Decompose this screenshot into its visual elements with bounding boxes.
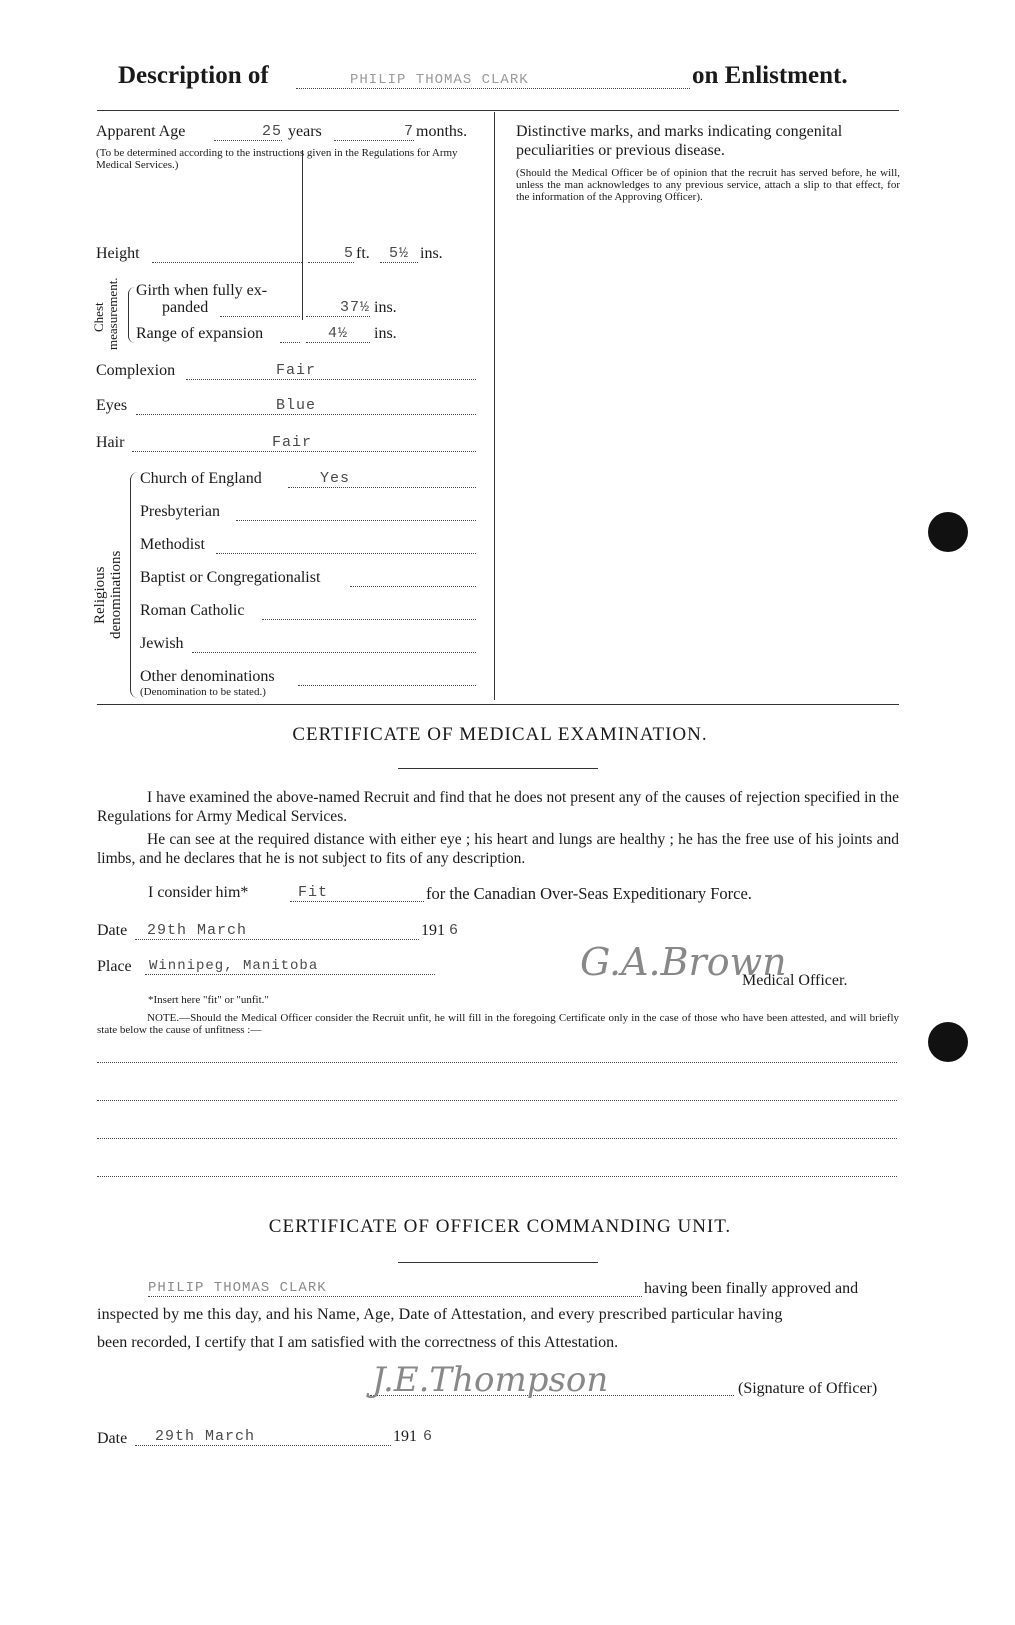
age-note: (To be determined according to the instructions given in the Regulations for Army Medical Services.) <box>96 147 458 171</box>
medical-heading-rule <box>398 768 598 769</box>
girth-row <box>136 282 476 326</box>
unfit-note: NOTE.—Should the Medical Officer consider the Recruit unfit, he will fill in the foregoing Certificate only in the case of those who have been attested, and will briefly state below the cause of unfitness :— <box>97 1012 899 1036</box>
medical-year-prefix: 191 <box>421 922 445 939</box>
medical-para-2: He can see at the required distance with either eye ; his heart and lungs are healthy ; he has the free use of his joints and limbs, and he declares that he is not subject to fits of any description. <box>97 831 899 867</box>
height-row <box>96 245 476 267</box>
distinctive-marks-label: Distinctive marks, and marks indicating congenital peculiarities or previous disease. <box>516 123 843 159</box>
top-rule <box>97 110 899 111</box>
religion-value <box>298 668 476 686</box>
unfitness-line-4 <box>97 1164 897 1177</box>
girth-label-2: panded <box>162 299 209 316</box>
title-prefix: Description of <box>118 62 269 89</box>
medical-date-label: Date <box>97 922 128 939</box>
religion-row-methodist <box>140 536 476 558</box>
religion-label: Presbyterian <box>140 503 220 520</box>
height-ins-value: 5½ <box>380 245 418 263</box>
commanding-line-2: inspected by me this day, and his Name, Age, Date of Attestation, and every prescribed particular having <box>97 1306 783 1323</box>
religion-label: Methodist <box>140 536 205 553</box>
medical-certificate-heading: CERTIFICATE OF MEDICAL EXAMINATION. <box>292 724 708 745</box>
mid-rule <box>97 704 899 705</box>
range-leader <box>280 325 300 343</box>
height-label: Height <box>96 245 140 262</box>
religion-value <box>262 602 476 620</box>
months-label: months. <box>416 123 468 140</box>
commanding-date-value: 29th March <box>135 1428 391 1446</box>
religion-row-jewish <box>140 635 476 657</box>
fitness-value: Fit <box>290 884 424 902</box>
commanding-year-prefix: 191 <box>393 1428 417 1445</box>
force-label: for the Canadian Over-Seas Expeditionary Force. <box>426 884 752 903</box>
hair-value: Fair <box>132 434 476 452</box>
religion-row-baptist <box>140 569 476 591</box>
insert-note: *Insert here "fit" or "unfit." <box>148 994 269 1006</box>
religion-brace <box>130 472 139 698</box>
eyes-row <box>96 397 476 419</box>
commanding-date-label: Date <box>97 1430 128 1447</box>
punch-hole-top <box>928 512 968 552</box>
commanding-line-1-suffix: having been finally approved and <box>644 1280 859 1297</box>
commanding-name-value: PHILIP THOMAS CLARK <box>148 1280 642 1297</box>
column-divider <box>494 112 495 700</box>
years-label: years <box>288 123 322 140</box>
complexion-row <box>96 362 476 384</box>
medical-officer-signature: G.A.Brown <box>580 940 787 984</box>
range-ins-label: ins. <box>374 325 397 342</box>
chest-brace <box>128 287 135 343</box>
medical-place-value: Winnipeg, Manitoba <box>145 958 435 975</box>
signature-of-officer-label: (Signature of Officer) <box>738 1380 878 1397</box>
medical-year-digit: 6 <box>449 922 460 939</box>
religion-value: Yes <box>288 470 476 488</box>
girth-ins-label: ins. <box>374 299 397 316</box>
chest-measurement-label: Chest measurement. <box>91 277 120 350</box>
girth-leader <box>220 299 300 317</box>
ins-label: ins. <box>420 245 443 262</box>
commanding-line-1 <box>148 1280 898 1302</box>
ft-label: ft. <box>356 245 370 262</box>
recruit-name: PHILIP THOMAS CLARK <box>296 72 690 89</box>
religion-value <box>216 536 476 554</box>
height-leader <box>152 245 302 263</box>
apparent-age-row <box>96 123 476 145</box>
eyes-label: Eyes <box>96 397 128 414</box>
girth-value: 37½ <box>306 299 370 317</box>
title-suffix: on Enlistment. <box>692 62 848 89</box>
distinctive-marks-note: (Should the Medical Officer be of opinion that the recruit has served before, he will, unless the man acknowledges to any previous service, attach a slip to that effect, for the information of the Approving Officer). <box>516 167 900 203</box>
medical-place-label: Place <box>97 958 132 975</box>
commanding-heading-rule <box>398 1262 598 1263</box>
religion-list <box>140 470 476 700</box>
commanding-certificate-heading: CERTIFICATE OF OFFICER COMMANDING UNIT. <box>268 1216 732 1237</box>
consider-label: I consider him* <box>148 884 249 901</box>
punch-hole-bottom <box>928 1022 968 1062</box>
unfitness-line-1 <box>97 1050 897 1063</box>
range-value: 4½ <box>306 325 370 343</box>
commanding-officer-signature: J.E.Thompson <box>372 1360 609 1400</box>
religion-label: Baptist or Congregationalist <box>140 569 321 586</box>
other-denomination-note: (Denomination to be stated.) <box>140 686 266 698</box>
religion-row-presbyterian <box>140 503 476 525</box>
religious-denominations-label: Religious denominations <box>92 550 124 640</box>
unfitness-line-2 <box>97 1088 897 1101</box>
religion-value <box>236 503 476 521</box>
hair-row <box>96 434 476 456</box>
complexion-value: Fair <box>186 362 476 380</box>
religion-label: Jewish <box>140 635 184 652</box>
hair-label: Hair <box>96 434 125 451</box>
range-row <box>136 325 476 347</box>
religion-value <box>350 569 476 587</box>
medical-date-row <box>97 922 517 944</box>
form-title <box>118 62 878 94</box>
consider-row <box>148 884 908 906</box>
height-ft-value: 5 <box>308 245 354 263</box>
complexion-label: Complexion <box>96 362 176 379</box>
age-label: Apparent Age <box>96 123 186 140</box>
age-months-value: 7 <box>334 123 414 141</box>
commanding-line-3: been recorded, I certify that I am satisfied with the correctness of this Attestation. <box>97 1334 619 1351</box>
medical-place-row <box>97 958 517 980</box>
religion-label: Roman Catholic <box>140 602 245 619</box>
commanding-date-row <box>97 1428 517 1450</box>
religion-row-roman-catholic <box>140 602 476 624</box>
range-label: Range of expansion <box>136 325 264 342</box>
medical-officer-label: Medical Officer. <box>742 972 848 989</box>
religion-row-church-of-england <box>140 470 476 492</box>
girth-label-1: Girth when fully ex- <box>136 282 268 299</box>
religion-value <box>192 635 476 653</box>
medical-date-value: 29th March <box>135 922 419 940</box>
age-years-value: 25 <box>214 123 282 141</box>
unfitness-line-3 <box>97 1126 897 1139</box>
eyes-value: Blue <box>136 397 476 415</box>
medical-para-1: I have examined the above-named Recruit and find that he does not present any of the causes of rejection specified in the Regulations for Army Medical Services. <box>97 789 899 825</box>
religion-label: Other denominations <box>140 668 275 685</box>
commanding-year-digit: 6 <box>423 1428 434 1445</box>
religion-label: Church of England <box>140 470 262 487</box>
